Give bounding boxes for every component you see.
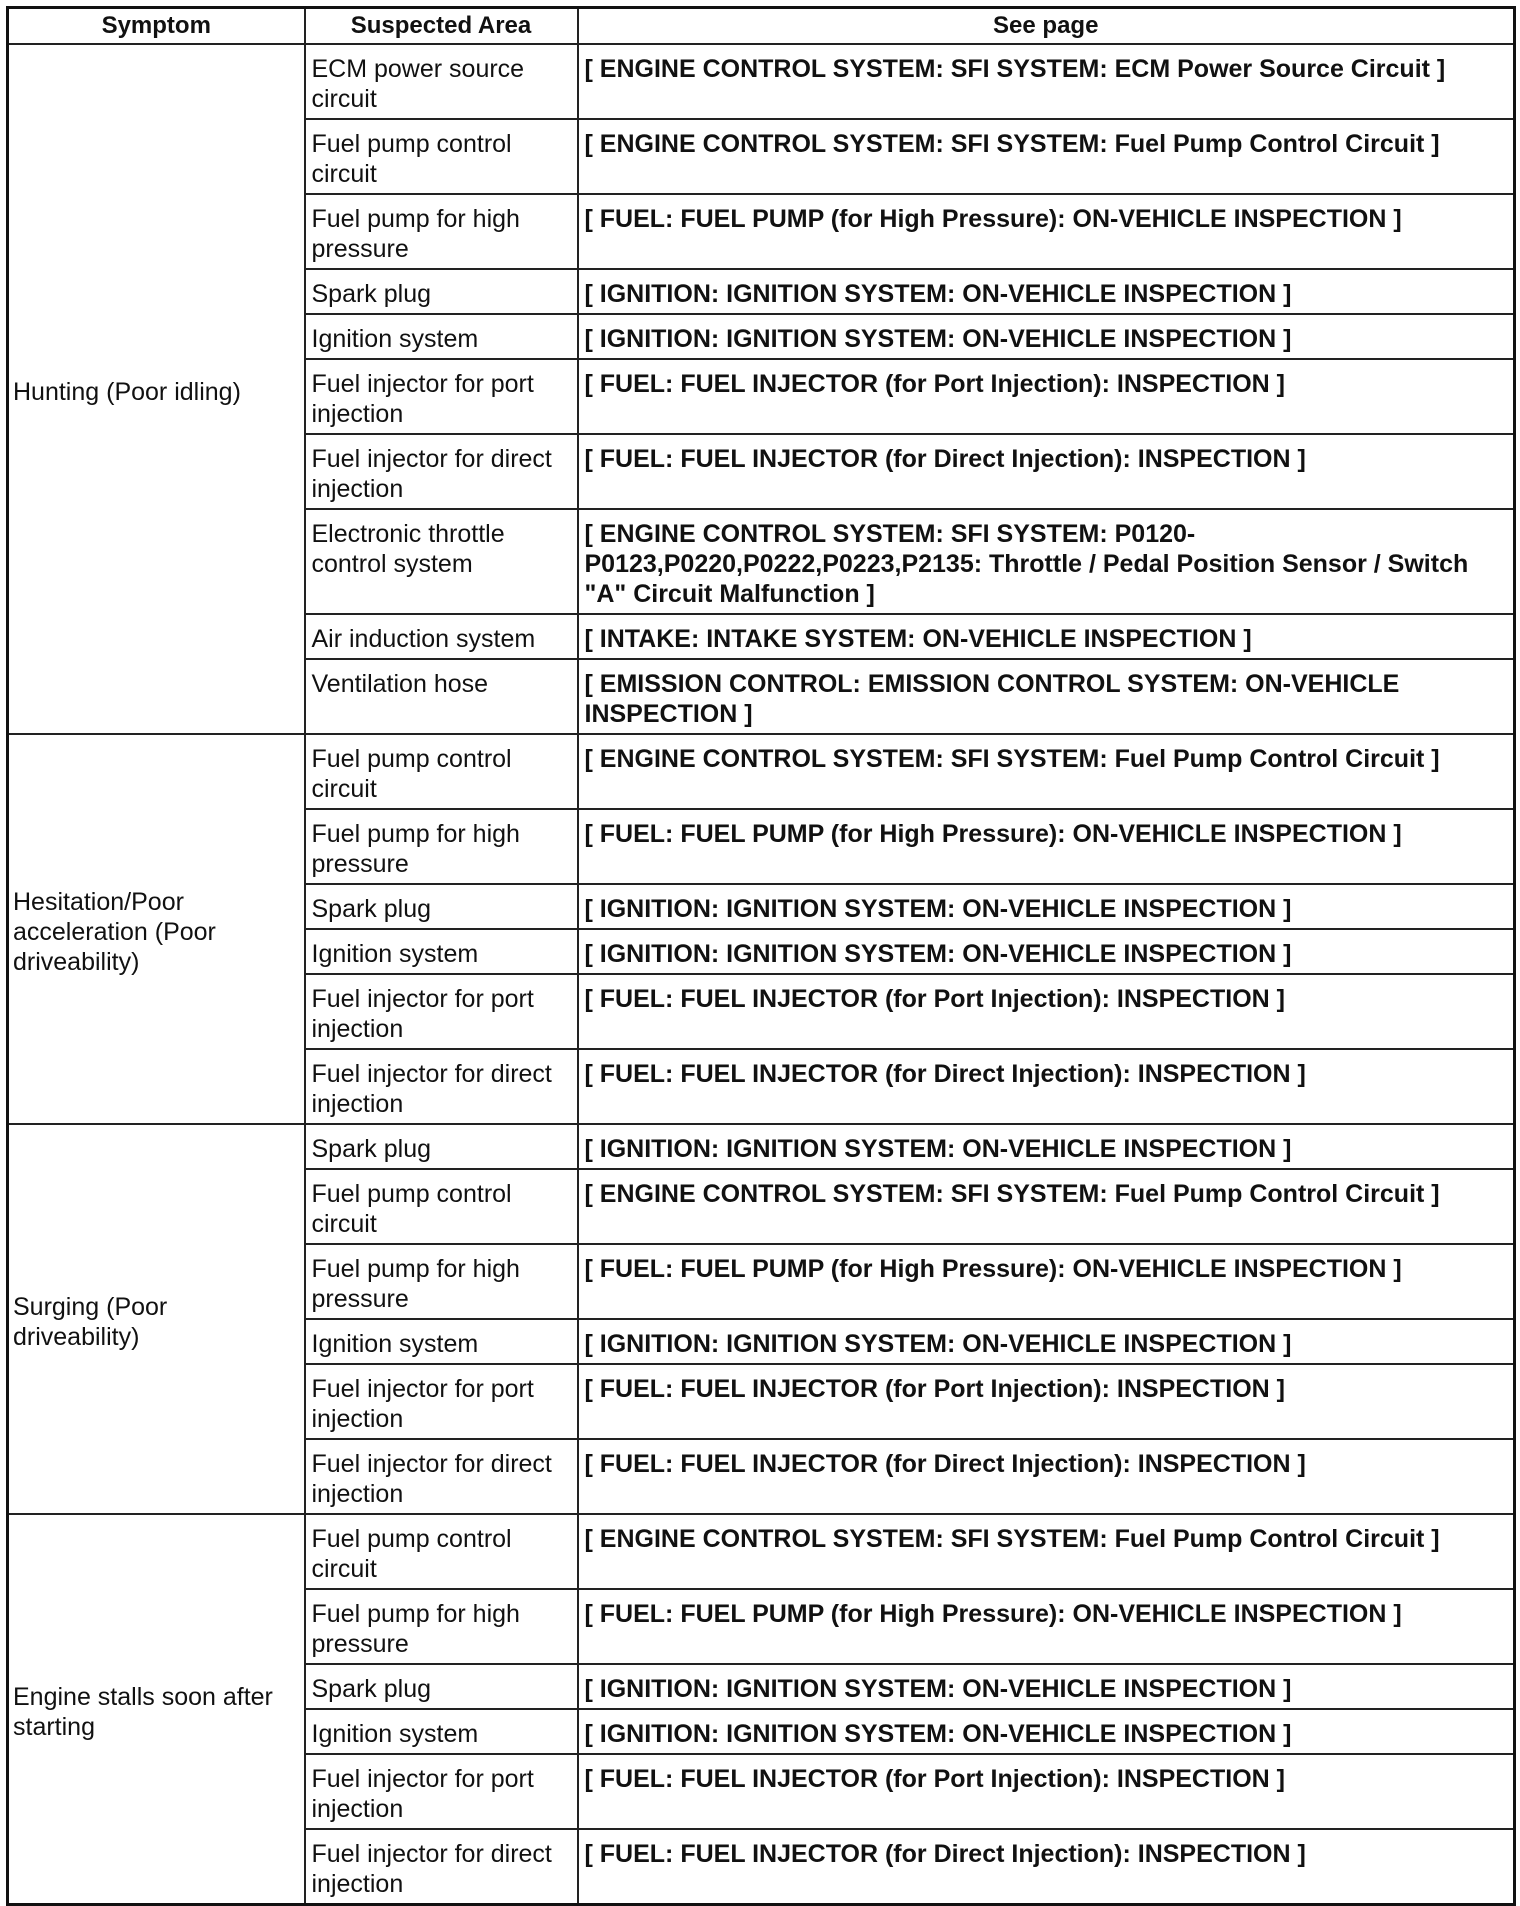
suspected-area-cell: Electronic throttle control system bbox=[305, 509, 578, 614]
symptom-cell: Hunting (Poor idling) bbox=[8, 44, 305, 734]
suspected-area-cell: Ignition system bbox=[305, 929, 578, 974]
see-page-reference[interactable]: [ FUEL: FUEL INJECTOR (for Direct Injection): INSPECTION ] bbox=[578, 1829, 1515, 1905]
header-symptom: Symptom bbox=[8, 8, 305, 45]
suspected-area-cell: Fuel pump for high pressure bbox=[305, 1244, 578, 1319]
suspected-area-cell: Fuel pump control circuit bbox=[305, 1169, 578, 1244]
suspected-area-cell: Fuel injector for direct injection bbox=[305, 1049, 578, 1124]
table-row bbox=[8, 734, 1515, 809]
suspected-area-cell: ECM power source circuit bbox=[305, 44, 578, 119]
suspected-area-cell: Fuel injector for direct injection bbox=[305, 434, 578, 509]
see-page-reference[interactable]: [ FUEL: FUEL INJECTOR (for Direct Injection): INSPECTION ] bbox=[578, 1439, 1515, 1514]
see-page-reference[interactable]: [ FUEL: FUEL INJECTOR (for Port Injection): INSPECTION ] bbox=[578, 1754, 1515, 1829]
see-page-reference[interactable]: [ ENGINE CONTROL SYSTEM: SFI SYSTEM: ECM Power Source Circuit ] bbox=[578, 44, 1515, 119]
see-page-reference[interactable]: [ FUEL: FUEL PUMP (for High Pressure): ON-VEHICLE INSPECTION ] bbox=[578, 1244, 1515, 1319]
suspected-area-cell: Ignition system bbox=[305, 314, 578, 359]
see-page-reference[interactable]: [ IGNITION: IGNITION SYSTEM: ON-VEHICLE INSPECTION ] bbox=[578, 1124, 1515, 1169]
suspected-area-cell: Fuel injector for port injection bbox=[305, 974, 578, 1049]
see-page-reference[interactable]: [ IGNITION: IGNITION SYSTEM: ON-VEHICLE INSPECTION ] bbox=[578, 269, 1515, 314]
table-row bbox=[8, 44, 1515, 119]
see-page-reference[interactable]: [ FUEL: FUEL INJECTOR (for Port Injection): INSPECTION ] bbox=[578, 1364, 1515, 1439]
table-body bbox=[8, 44, 1515, 1905]
symptom-table bbox=[6, 6, 1516, 1906]
suspected-area-cell: Fuel pump control circuit bbox=[305, 734, 578, 809]
see-page-reference[interactable]: [ FUEL: FUEL INJECTOR (for Direct Injection): INSPECTION ] bbox=[578, 434, 1515, 509]
symptom-cell: Engine stalls soon after starting bbox=[8, 1514, 305, 1905]
suspected-area-cell: Ignition system bbox=[305, 1709, 578, 1754]
suspected-area-cell: Fuel pump for high pressure bbox=[305, 1589, 578, 1664]
suspected-area-cell: Fuel injector for port injection bbox=[305, 1364, 578, 1439]
suspected-area-cell: Fuel pump for high pressure bbox=[305, 194, 578, 269]
see-page-reference[interactable]: [ IGNITION: IGNITION SYSTEM: ON-VEHICLE INSPECTION ] bbox=[578, 1319, 1515, 1364]
suspected-area-cell: Fuel pump control circuit bbox=[305, 119, 578, 194]
suspected-area-cell: Ventilation hose bbox=[305, 659, 578, 734]
suspected-area-cell: Fuel pump for high pressure bbox=[305, 809, 578, 884]
symptom-cell: Surging (Poor driveability) bbox=[8, 1124, 305, 1514]
suspected-area-cell: Ignition system bbox=[305, 1319, 578, 1364]
suspected-area-cell: Fuel injector for port injection bbox=[305, 359, 578, 434]
header-see-page: See page bbox=[578, 8, 1515, 45]
header-row bbox=[8, 8, 1515, 45]
header-suspected-area: Suspected Area bbox=[305, 8, 578, 45]
see-page-reference[interactable]: [ FUEL: FUEL INJECTOR (for Direct Injection): INSPECTION ] bbox=[578, 1049, 1515, 1124]
see-page-reference[interactable]: [ IGNITION: IGNITION SYSTEM: ON-VEHICLE INSPECTION ] bbox=[578, 884, 1515, 929]
see-page-reference[interactable]: [ ENGINE CONTROL SYSTEM: SFI SYSTEM: Fuel Pump Control Circuit ] bbox=[578, 119, 1515, 194]
see-page-reference[interactable]: [ FUEL: FUEL PUMP (for High Pressure): ON-VEHICLE INSPECTION ] bbox=[578, 809, 1515, 884]
suspected-area-cell: Fuel pump control circuit bbox=[305, 1514, 578, 1589]
see-page-reference[interactable]: [ ENGINE CONTROL SYSTEM: SFI SYSTEM: P0120-P0123,P0220,P0222,P0223,P2135: Throttle / Pedal Position Sensor / Switch "A" Circuit Malfunction ] bbox=[578, 509, 1515, 614]
see-page-reference[interactable]: [ IGNITION: IGNITION SYSTEM: ON-VEHICLE INSPECTION ] bbox=[578, 929, 1515, 974]
see-page-reference[interactable]: [ FUEL: FUEL PUMP (for High Pressure): ON-VEHICLE INSPECTION ] bbox=[578, 194, 1515, 269]
troubleshooting-table-sheet bbox=[6, 6, 1513, 1898]
see-page-reference[interactable]: [ EMISSION CONTROL: EMISSION CONTROL SYSTEM: ON-VEHICLE INSPECTION ] bbox=[578, 659, 1515, 734]
see-page-reference[interactable]: [ ENGINE CONTROL SYSTEM: SFI SYSTEM: Fuel Pump Control Circuit ] bbox=[578, 1169, 1515, 1244]
see-page-reference[interactable]: [ IGNITION: IGNITION SYSTEM: ON-VEHICLE INSPECTION ] bbox=[578, 1709, 1515, 1754]
table-row bbox=[8, 1514, 1515, 1589]
see-page-reference[interactable]: [ IGNITION: IGNITION SYSTEM: ON-VEHICLE INSPECTION ] bbox=[578, 1664, 1515, 1709]
suspected-area-cell: Fuel injector for port injection bbox=[305, 1754, 578, 1829]
see-page-reference[interactable]: [ FUEL: FUEL INJECTOR (for Port Injection): INSPECTION ] bbox=[578, 974, 1515, 1049]
suspected-area-cell: Air induction system bbox=[305, 614, 578, 659]
see-page-reference[interactable]: [ FUEL: FUEL PUMP (for High Pressure): ON-VEHICLE INSPECTION ] bbox=[578, 1589, 1515, 1664]
suspected-area-cell: Spark plug bbox=[305, 884, 578, 929]
see-page-reference[interactable]: [ ENGINE CONTROL SYSTEM: SFI SYSTEM: Fuel Pump Control Circuit ] bbox=[578, 1514, 1515, 1589]
see-page-reference[interactable]: [ FUEL: FUEL INJECTOR (for Port Injection): INSPECTION ] bbox=[578, 359, 1515, 434]
suspected-area-cell: Fuel injector for direct injection bbox=[305, 1829, 578, 1905]
suspected-area-cell: Spark plug bbox=[305, 1124, 578, 1169]
see-page-reference[interactable]: [ INTAKE: INTAKE SYSTEM: ON-VEHICLE INSPECTION ] bbox=[578, 614, 1515, 659]
suspected-area-cell: Spark plug bbox=[305, 269, 578, 314]
see-page-reference[interactable]: [ ENGINE CONTROL SYSTEM: SFI SYSTEM: Fuel Pump Control Circuit ] bbox=[578, 734, 1515, 809]
see-page-reference[interactable]: [ IGNITION: IGNITION SYSTEM: ON-VEHICLE INSPECTION ] bbox=[578, 314, 1515, 359]
suspected-area-cell: Spark plug bbox=[305, 1664, 578, 1709]
suspected-area-cell: Fuel injector for direct injection bbox=[305, 1439, 578, 1514]
symptom-cell: Hesitation/Poor acceleration (Poor driveability) bbox=[8, 734, 305, 1124]
table-row bbox=[8, 1124, 1515, 1169]
